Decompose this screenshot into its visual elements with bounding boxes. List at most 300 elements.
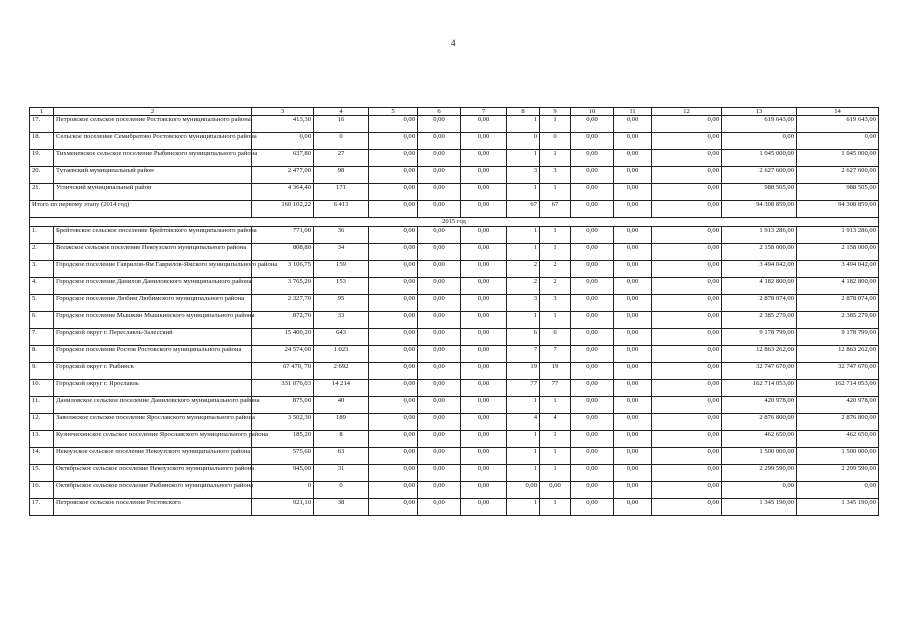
value-cell: 0,00 (369, 227, 418, 244)
value-cell: 7 (507, 346, 540, 363)
value-cell: 0,00 (461, 329, 507, 346)
value-cell: 2 158 000,00 (797, 244, 879, 261)
value-cell: 36 (314, 227, 369, 244)
value-cell: 0 (540, 133, 571, 150)
value-cell: 0,00 (614, 380, 652, 397)
value-cell: 0,00 (571, 116, 614, 133)
value-cell: 0,00 (540, 482, 571, 499)
row-number-cell: 12. (30, 414, 54, 431)
value-cell: 2 876 800,00 (797, 414, 879, 431)
value-cell: 619 643,00 (797, 116, 879, 133)
municipality-name-cell: Городской округ г. Переславль-Залесский (54, 329, 252, 346)
value-cell: 0,00 (369, 363, 418, 380)
value-cell: 0,00 (571, 312, 614, 329)
column-header: 8 (507, 108, 540, 116)
value-cell: 0,00 (369, 116, 418, 133)
value-cell: 0,00 (614, 312, 652, 329)
value-cell: 2 299 590,00 (722, 465, 797, 482)
value-cell: 2 385 279,00 (722, 312, 797, 329)
column-header: 4 (314, 108, 369, 116)
total-value-cell: 67 (540, 201, 571, 218)
value-cell: 0,00 (614, 363, 652, 380)
value-cell: 875,00 (252, 397, 314, 414)
value-cell: 3 (507, 295, 540, 312)
value-cell: 162 714 053,00 (797, 380, 879, 397)
value-cell: 0,00 (797, 133, 879, 150)
value-cell: 0,00 (461, 227, 507, 244)
total-value-cell: 67 (507, 201, 540, 218)
row-number-cell: 9. (30, 363, 54, 380)
value-cell: 0,00 (652, 150, 722, 167)
table-row (30, 499, 879, 516)
value-cell: 2 878 074,00 (722, 295, 797, 312)
value-cell: 0,00 (369, 295, 418, 312)
table-row (30, 482, 879, 499)
row-number-cell: 18. (30, 133, 54, 150)
row-number-cell: 11. (30, 397, 54, 414)
value-cell: 0,00 (418, 227, 461, 244)
municipality-name-cell: Тутаевский муниципальный район (54, 167, 252, 184)
table-row (30, 380, 879, 397)
value-cell: 12 863 262,00 (722, 346, 797, 363)
value-cell: 77 (540, 380, 571, 397)
value-cell: 0,00 (652, 167, 722, 184)
column-header: 14 (797, 108, 879, 116)
value-cell: 1 (540, 448, 571, 465)
value-cell: 0,00 (461, 278, 507, 295)
value-cell: 38 (314, 499, 369, 516)
municipality-name-cell: Некоузское сельское поселение Некоузского муниципального района (54, 448, 252, 465)
value-cell: 0,00 (652, 227, 722, 244)
value-cell: 0,00 (614, 261, 652, 278)
row-number-cell: 15. (30, 465, 54, 482)
value-cell: 0,00 (614, 414, 652, 431)
table-row (30, 363, 879, 380)
value-cell: 0,00 (418, 116, 461, 133)
year-section-label: 2015 год (30, 218, 879, 227)
value-cell: 0,00 (461, 312, 507, 329)
value-cell: 0,00 (652, 329, 722, 346)
value-cell: 1 (507, 448, 540, 465)
value-cell: 2 878 074,00 (797, 295, 879, 312)
value-cell: 0,00 (614, 397, 652, 414)
value-cell: 0,00 (252, 133, 314, 150)
value-cell: 2 876 800,00 (722, 414, 797, 431)
value-cell: 0,00 (652, 431, 722, 448)
row-number-cell: 17. (30, 116, 54, 133)
value-cell: 0,00 (614, 133, 652, 150)
value-cell: 0,00 (571, 184, 614, 201)
column-header-row (30, 108, 879, 116)
value-cell: 7 (540, 346, 571, 363)
value-cell: 1 500 000,00 (722, 448, 797, 465)
value-cell: 0,00 (614, 465, 652, 482)
value-cell: 0,00 (652, 363, 722, 380)
value-cell: 0,00 (614, 431, 652, 448)
value-cell: 413,30 (252, 116, 314, 133)
value-cell: 1 (540, 431, 571, 448)
value-cell: 771,00 (252, 227, 314, 244)
value-cell: 0,00 (652, 133, 722, 150)
table-row (30, 116, 879, 133)
row-number-cell: 3. (30, 261, 54, 278)
table-row (30, 133, 879, 150)
row-number-cell: 21. (30, 184, 54, 201)
value-cell: 331 076,03 (252, 380, 314, 397)
municipality-name-cell: Волжское сельское поселение Некоузского муниципального района (54, 244, 252, 261)
row-number-cell: 10. (30, 380, 54, 397)
value-cell: 0,00 (418, 278, 461, 295)
total-value-cell: 0,00 (461, 201, 507, 218)
value-cell: 1 (507, 465, 540, 482)
value-cell: 6 (540, 329, 571, 346)
value-cell: 0,00 (461, 150, 507, 167)
value-cell: 4 364,40 (252, 184, 314, 201)
value-cell: 0,00 (614, 482, 652, 499)
value-cell: 0,00 (571, 499, 614, 516)
value-cell: 0,00 (418, 261, 461, 278)
value-cell: 0,00 (418, 133, 461, 150)
value-cell: 0,00 (571, 278, 614, 295)
value-cell: 0,00 (418, 363, 461, 380)
total-row (30, 201, 879, 218)
value-cell: 1 023 (314, 346, 369, 363)
value-cell: 67 470, 70 (252, 363, 314, 380)
value-cell: 0,00 (652, 448, 722, 465)
value-cell: 0,00 (652, 261, 722, 278)
value-cell: 1 (507, 431, 540, 448)
value-cell: 420 978,00 (722, 397, 797, 414)
value-cell: 0,00 (461, 116, 507, 133)
table-row (30, 414, 879, 431)
value-cell: 0,00 (571, 414, 614, 431)
value-cell: 0 (252, 482, 314, 499)
value-cell: 0,00 (369, 244, 418, 261)
value-cell: 0 (314, 133, 369, 150)
value-cell: 3 (507, 167, 540, 184)
value-cell: 0,00 (461, 363, 507, 380)
value-cell: 159 (314, 261, 369, 278)
value-cell: 0,00 (571, 329, 614, 346)
value-cell: 0,00 (571, 150, 614, 167)
value-cell: 19 (540, 363, 571, 380)
value-cell: 0,00 (461, 397, 507, 414)
value-cell: 0,00 (369, 329, 418, 346)
row-number-cell: 8. (30, 346, 54, 363)
total-value-cell: 0,00 (614, 201, 652, 218)
municipality-name-cell: Тихменевское сельское поселение Рыбинского муниципального района (54, 150, 252, 167)
value-cell: 4 (507, 414, 540, 431)
row-number-cell: 2. (30, 244, 54, 261)
municipality-name-cell: Даниловское сельское поселение Даниловского муниципального района (54, 397, 252, 414)
value-cell: 2 299 590,00 (797, 465, 879, 482)
column-header: 1 (30, 108, 54, 116)
row-number-cell: 14. (30, 448, 54, 465)
value-cell: 0,00 (652, 482, 722, 499)
value-cell: 162 714 053,00 (722, 380, 797, 397)
table-row (30, 244, 879, 261)
value-cell: 0,00 (369, 380, 418, 397)
total-value-cell: 0,00 (418, 201, 461, 218)
value-cell: 0,00 (418, 184, 461, 201)
value-cell: 1 (540, 150, 571, 167)
value-cell: 185,20 (252, 431, 314, 448)
value-cell: 32 747 670,00 (797, 363, 879, 380)
value-cell: 8 (314, 431, 369, 448)
table-row (30, 397, 879, 414)
value-cell: 0,00 (614, 244, 652, 261)
value-cell: 2 (540, 278, 571, 295)
value-cell: 2 (507, 278, 540, 295)
value-cell: 0,00 (652, 295, 722, 312)
column-header: 7 (461, 108, 507, 116)
value-cell: 2 (540, 261, 571, 278)
value-cell: 0,00 (369, 167, 418, 184)
value-cell: 4 182 800,00 (722, 278, 797, 295)
value-cell: 0,00 (369, 414, 418, 431)
value-cell: 0,00 (461, 380, 507, 397)
value-cell: 12 863 262,00 (797, 346, 879, 363)
value-cell: 40 (314, 397, 369, 414)
total-value-cell: 0,00 (369, 201, 418, 218)
value-cell: 0,00 (369, 312, 418, 329)
value-cell: 0,00 (614, 329, 652, 346)
value-cell: 921,10 (252, 499, 314, 516)
value-cell: 0,00 (418, 448, 461, 465)
value-cell: 0,00 (461, 295, 507, 312)
column-header: 3 (252, 108, 314, 116)
value-cell: 988 505,00 (722, 184, 797, 201)
value-cell: 1 913 286,00 (797, 227, 879, 244)
value-cell: 0,00 (369, 482, 418, 499)
column-header: 5 (369, 108, 418, 116)
municipality-name-cell: Угличский муниципальный район (54, 184, 252, 201)
table-row (30, 278, 879, 295)
municipality-name-cell: Городское поселение Данилов Даниловского муниципального района (54, 278, 252, 295)
value-cell: 1 (507, 499, 540, 516)
row-number-cell: 17. (30, 499, 54, 516)
value-cell: 0,00 (571, 363, 614, 380)
value-cell: 0,00 (418, 329, 461, 346)
table-row (30, 329, 879, 346)
value-cell: 0,00 (418, 346, 461, 363)
value-cell: 0,00 (369, 346, 418, 363)
value-cell: 637,80 (252, 150, 314, 167)
row-number-cell: 13. (30, 431, 54, 448)
value-cell: 0,00 (369, 261, 418, 278)
value-cell: 988 505,00 (797, 184, 879, 201)
value-cell: 0,00 (614, 150, 652, 167)
value-cell: 1 (540, 227, 571, 244)
value-cell: 619 643,00 (722, 116, 797, 133)
table-row (30, 312, 879, 329)
value-cell: 1 (507, 312, 540, 329)
row-number-cell: 19. (30, 150, 54, 167)
value-cell: 1 (540, 312, 571, 329)
value-cell: 0,00 (369, 133, 418, 150)
value-cell: 0,00 (614, 295, 652, 312)
value-cell: 24 574,00 (252, 346, 314, 363)
municipality-name-cell: Кузнечихинское сельское поселение Ярославского муниципального района (54, 431, 252, 448)
municipality-name-cell: Заволжское сельское поселение Ярославского муниципального района (54, 414, 252, 431)
table-row (30, 227, 879, 244)
value-cell: 0,00 (571, 244, 614, 261)
value-cell: 0,00 (418, 499, 461, 516)
value-cell: 1 (507, 116, 540, 133)
value-cell: 0,00 (369, 397, 418, 414)
value-cell: 1 345 190,00 (797, 499, 879, 516)
value-cell: 0,00 (614, 499, 652, 516)
value-cell: 0,00 (571, 380, 614, 397)
value-cell: 1 913 286,00 (722, 227, 797, 244)
value-cell: 0,00 (369, 431, 418, 448)
value-cell: 0,00 (571, 167, 614, 184)
value-cell: 0,00 (571, 465, 614, 482)
value-cell: 0,00 (418, 482, 461, 499)
row-number-cell: 1. (30, 227, 54, 244)
value-cell: 575,60 (252, 448, 314, 465)
table-row (30, 167, 879, 184)
value-cell: 98 (314, 167, 369, 184)
value-cell: 3 (540, 295, 571, 312)
municipality-name-cell: Петровское сельское поселение Ростовского (54, 499, 252, 516)
value-cell: 0,00 (461, 499, 507, 516)
row-number-cell: 4. (30, 278, 54, 295)
value-cell: 0,00 (571, 431, 614, 448)
municipality-name-cell: Городское поселение Ростов Ростовского муниципального района (54, 346, 252, 363)
value-cell: 6 (507, 329, 540, 346)
value-cell: 2 385 279,00 (797, 312, 879, 329)
value-cell: 0,00 (418, 295, 461, 312)
value-cell: 1 (507, 184, 540, 201)
value-cell: 189 (314, 414, 369, 431)
total-value-cell: 0,00 (652, 201, 722, 218)
value-cell: 0,00 (571, 482, 614, 499)
value-cell: 77 (507, 380, 540, 397)
value-cell: 1 (540, 244, 571, 261)
value-cell: 0,00 (418, 150, 461, 167)
value-cell: 1 045 000,00 (797, 150, 879, 167)
year-section-row (30, 218, 879, 227)
value-cell: 0,00 (722, 133, 797, 150)
total-value-cell: 6 413 (314, 201, 369, 218)
value-cell: 0,00 (461, 184, 507, 201)
value-cell: 808,80 (252, 244, 314, 261)
municipality-name-cell: Городское поселение Любим Любимского муниципального района (54, 295, 252, 312)
value-cell: 0,00 (461, 448, 507, 465)
column-header: 12 (652, 108, 722, 116)
row-number-cell: 20. (30, 167, 54, 184)
value-cell: 16 (314, 116, 369, 133)
column-header: 11 (614, 108, 652, 116)
municipality-name-cell: Городской округ г. Ярославль (54, 380, 252, 397)
column-header: 6 (418, 108, 461, 116)
value-cell: 0 (507, 133, 540, 150)
value-cell: 0,00 (571, 397, 614, 414)
table-row (30, 448, 879, 465)
value-cell: 0,00 (652, 465, 722, 482)
value-cell: 32 747 670,00 (722, 363, 797, 380)
value-cell: 4 182 800,00 (797, 278, 879, 295)
municipality-name-cell: Брейтовское сельское поселение Брейтовского муниципального района (54, 227, 252, 244)
value-cell: 0,00 (614, 227, 652, 244)
total-value-cell: 0,00 (571, 201, 614, 218)
value-cell: 0,00 (461, 431, 507, 448)
value-cell: 1 (540, 397, 571, 414)
value-cell: 33 (314, 312, 369, 329)
value-cell: 0,00 (614, 167, 652, 184)
value-cell: 0,00 (571, 227, 614, 244)
value-cell: 171 (314, 184, 369, 201)
value-cell: 0,00 (652, 312, 722, 329)
value-cell: 420 978,00 (797, 397, 879, 414)
value-cell: 0,00 (369, 448, 418, 465)
value-cell: 9 178 799,00 (722, 329, 797, 346)
municipality-name-cell: Октябрьское сельское поселение Некоузского муниципального района (54, 465, 252, 482)
value-cell: 0,00 (652, 414, 722, 431)
value-cell: 3 (540, 167, 571, 184)
value-cell: 0,00 (461, 133, 507, 150)
value-cell: 1 045 000,00 (722, 150, 797, 167)
column-header: 2 (54, 108, 252, 116)
value-cell: 27 (314, 150, 369, 167)
value-cell: 2 477,00 (252, 167, 314, 184)
value-cell: 0,00 (652, 380, 722, 397)
value-cell: 945,00 (252, 465, 314, 482)
value-cell: 872,70 (252, 312, 314, 329)
value-cell: 0,00 (418, 431, 461, 448)
value-cell: 1 (540, 465, 571, 482)
value-cell: 0,00 (461, 465, 507, 482)
value-cell: 1 345 190,00 (722, 499, 797, 516)
value-cell: 462 650,00 (722, 431, 797, 448)
municipality-name-cell: Сельское поселение Семибратово Ростовского муниципального района (54, 133, 252, 150)
column-header: 9 (540, 108, 571, 116)
value-cell: 3 765,20 (252, 278, 314, 295)
municipality-name-cell: Петровское сельское поселение Ростовского муниципального района (54, 116, 252, 133)
value-cell: 2 158 000,00 (722, 244, 797, 261)
value-cell: 0,00 (461, 482, 507, 499)
municipality-name-cell: Октябрьское сельское поселение Рыбинского муниципального района (54, 482, 252, 499)
value-cell: 0,00 (571, 346, 614, 363)
value-cell: 0,00 (652, 184, 722, 201)
row-number-cell: 16. (30, 482, 54, 499)
row-number-cell: 7. (30, 329, 54, 346)
page-number: 4 (451, 38, 456, 48)
value-cell: 0,00 (571, 261, 614, 278)
value-cell: 0,00 (722, 482, 797, 499)
municipality-name-cell: Городской округ г. Рыбинск (54, 363, 252, 380)
value-cell: 1 (507, 244, 540, 261)
value-cell: 0,00 (369, 150, 418, 167)
value-cell: 0,00 (461, 244, 507, 261)
value-cell: 63 (314, 448, 369, 465)
value-cell: 15 400,20 (252, 329, 314, 346)
value-cell: 0,00 (652, 346, 722, 363)
value-cell: 2 692 (314, 363, 369, 380)
value-cell: 3 494 042,00 (797, 261, 879, 278)
value-cell: 2 327,70 (252, 295, 314, 312)
table-row (30, 261, 879, 278)
value-cell: 2 627 600,00 (797, 167, 879, 184)
table-row (30, 295, 879, 312)
value-cell: 0,00 (418, 397, 461, 414)
value-cell: 1 500 000,00 (797, 448, 879, 465)
total-value-cell: 94 308 859,00 (797, 201, 879, 218)
value-cell: 19 (507, 363, 540, 380)
value-cell: 0,00 (369, 278, 418, 295)
value-cell: 0,00 (652, 278, 722, 295)
